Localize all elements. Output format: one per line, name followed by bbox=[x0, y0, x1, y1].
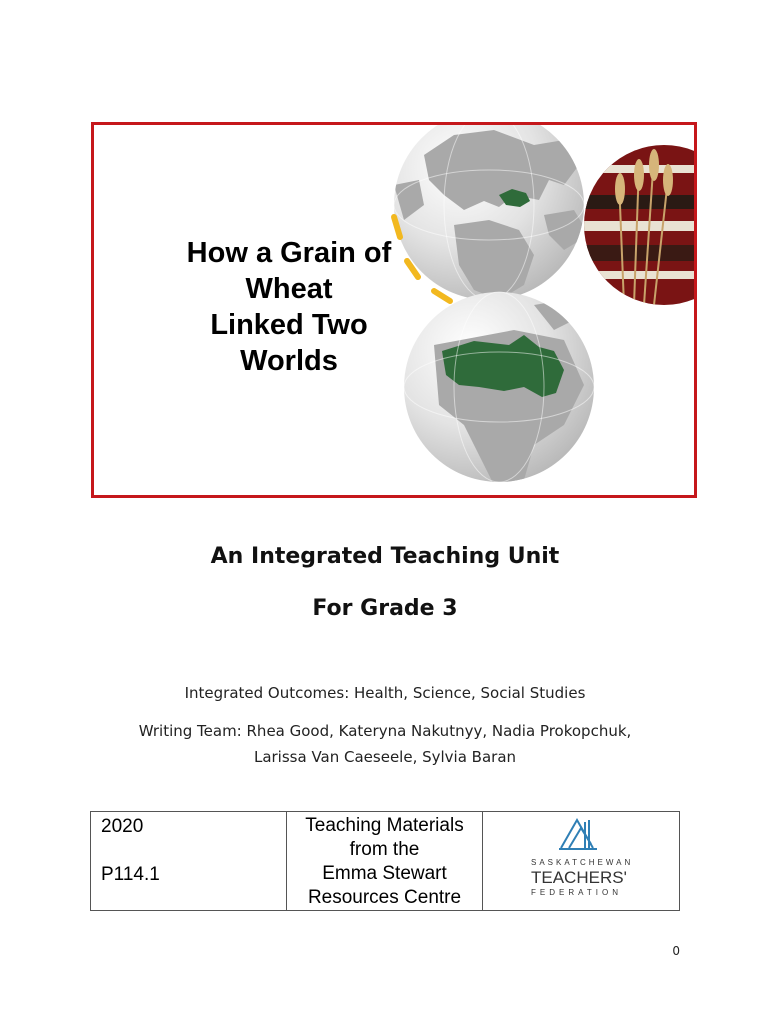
logo-text-top: SASKATCHEWAN bbox=[531, 858, 634, 867]
cover-image-frame bbox=[91, 122, 697, 498]
stf-logo-icon bbox=[557, 814, 601, 852]
writing-team-line-1: Writing Team: Rhea Good, Kateryna Nakutnyy, Nadia Prokopchuk, bbox=[138, 722, 632, 740]
materials-line: Resources Centre bbox=[307, 887, 462, 908]
cover-title-line: Wheat bbox=[245, 273, 333, 305]
cover-title-line: Worlds bbox=[240, 345, 338, 377]
year: 2020 bbox=[101, 816, 144, 837]
cover-title-line: How a Grain of bbox=[186, 237, 392, 269]
logo-text-middle: TEACHERS' bbox=[531, 868, 627, 887]
materials-line: from the bbox=[349, 839, 420, 860]
catalog-code: P114.1 bbox=[101, 864, 160, 885]
logo-cell bbox=[483, 812, 680, 911]
writing-team-line-2: Larissa Van Caeseele, Sylvia Baran bbox=[253, 748, 517, 766]
page-number: 0 bbox=[672, 944, 680, 958]
logo-text-bottom: FEDERATION bbox=[531, 888, 622, 897]
year-code-cell bbox=[91, 812, 287, 911]
wheat-embroidery-photo bbox=[584, 145, 694, 305]
cover-title bbox=[124, 235, 454, 379]
materials-line: Teaching Materials bbox=[305, 815, 464, 836]
materials-cell bbox=[287, 812, 483, 911]
publication-info-table bbox=[90, 811, 680, 911]
unit-heading: An Integrated Teaching Unit bbox=[210, 544, 560, 569]
materials-line: Emma Stewart bbox=[322, 863, 447, 884]
outcomes-line: Integrated Outcomes: Health, Science, Social Studies bbox=[184, 684, 586, 702]
cover-title-line: Linked Two bbox=[210, 309, 368, 341]
grade-heading: For Grade 3 bbox=[312, 596, 458, 621]
